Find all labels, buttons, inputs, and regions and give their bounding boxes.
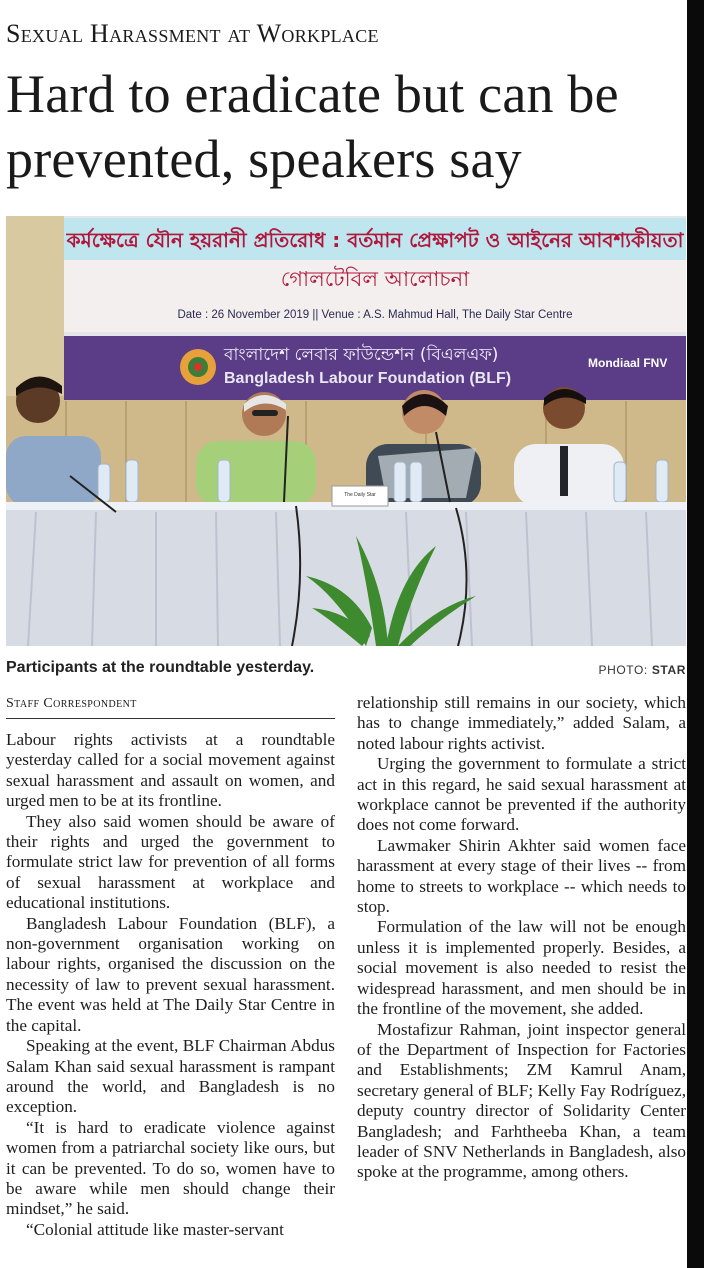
- paragraph: Labour rights activists at a roundtable yesterday called for a social movement against sexual harassment and assault on women, and urged men to be at its frontline.: [6, 730, 335, 811]
- sponsor-logo: Mondiaal FNV: [588, 356, 668, 370]
- banner-org-bangla: বাংলাদেশ লেবার ফাউন্ডেশন (বিএলএফ): [224, 345, 499, 365]
- page-edge: [687, 0, 704, 1268]
- banner-details: Date : 26 November 2019 || Venue : A.S. Mahmud Hall, The Daily Star Centre: [177, 309, 573, 321]
- byline-rule: [6, 718, 335, 719]
- photo-credit: [540, 663, 686, 677]
- paragraph: “It is hard to eradicate violence against women from a patriarchal society like ours, but it can be prevented. To do so, women have to be aware while men should change their mindset,” he said.: [6, 1117, 335, 1219]
- paragraph: Mostafizur Rahman, joint inspector general of the Department of Inspection for Factories and Establishments; ZM Kamrul Anam, secretary general of BLF; Kelly Fay Rodríguez, deputy country director of Solidarity Center Bangladesh; and Farhtheeba Khan, a team leader of SNV Netherlands in Bangladesh, also spoke at the programme, among others.: [357, 1019, 686, 1182]
- name-card-text: The Daily Star: [344, 492, 376, 498]
- byline: Staff Correspondent: [6, 696, 137, 711]
- photo-credit-label: PHOTO:: [598, 663, 648, 677]
- paragraph: Lawmaker Shirin Akhter said women face harassment at every stage of their lives -- from home to streets to workplace -- which needs to stop.: [357, 835, 686, 917]
- paragraph: They also said women should be aware of their rights and urged the government to formulate strict law for prevention of all forms of sexual harassment at workplace and educational institutions.: [6, 811, 335, 913]
- article-column-left: [6, 730, 335, 1240]
- banner-title-bangla: কর্মক্ষেত্রে যৌন হয়রানী প্রতিরোধ : বর্তমান প্রেক্ষাপট ও আইনের আবশ্যকীয়তা: [66, 228, 684, 252]
- paragraph: relationship still remains in our society, which has to change immediately,” added Salam, a noted labour rights activist.: [357, 693, 686, 753]
- photo-caption: Participants at the roundtable yesterday.: [6, 659, 315, 676]
- article-headline: Hard to eradicate but can be prevented, speakers say: [6, 64, 619, 189]
- article-photo: [6, 216, 686, 646]
- photo-credit-source: STAR: [651, 663, 686, 677]
- banner-subtitle-bangla: গোলটেবিল আলোচনা: [280, 267, 470, 291]
- paragraph: Bangladesh Labour Foundation (BLF), a non-government organisation working on labour rights, organised the discussion on the necessity of law to prevent sexual harassment. The event was held at The Daily Star Centre in the capital.: [6, 913, 335, 1035]
- paragraph: Speaking at the event, BLF Chairman Abdus Salam Khan said sexual harassment is rampant around the world, and Bangladesh is no exception.: [6, 1036, 335, 1117]
- banner-org-english: Bangladesh Labour Foundation (BLF): [224, 370, 512, 387]
- paragraph: Formulation of the law will not be enough unless it is implemented properly. Besides, a social movement is also needed to resist the widespread harassment, and men should be in the frontline of the movement, she added.: [357, 917, 686, 1019]
- paragraph: Urging the government to formulate a strict act in this regard, he said sexual harassment at workplace cannot be prevented if the authority does not come forward.: [357, 754, 686, 835]
- article-kicker: Sexual Harassment at Workplace: [6, 19, 379, 48]
- paragraph: “Colonial attitude like master-servant: [26, 1219, 284, 1239]
- article-column-right: [357, 693, 686, 1183]
